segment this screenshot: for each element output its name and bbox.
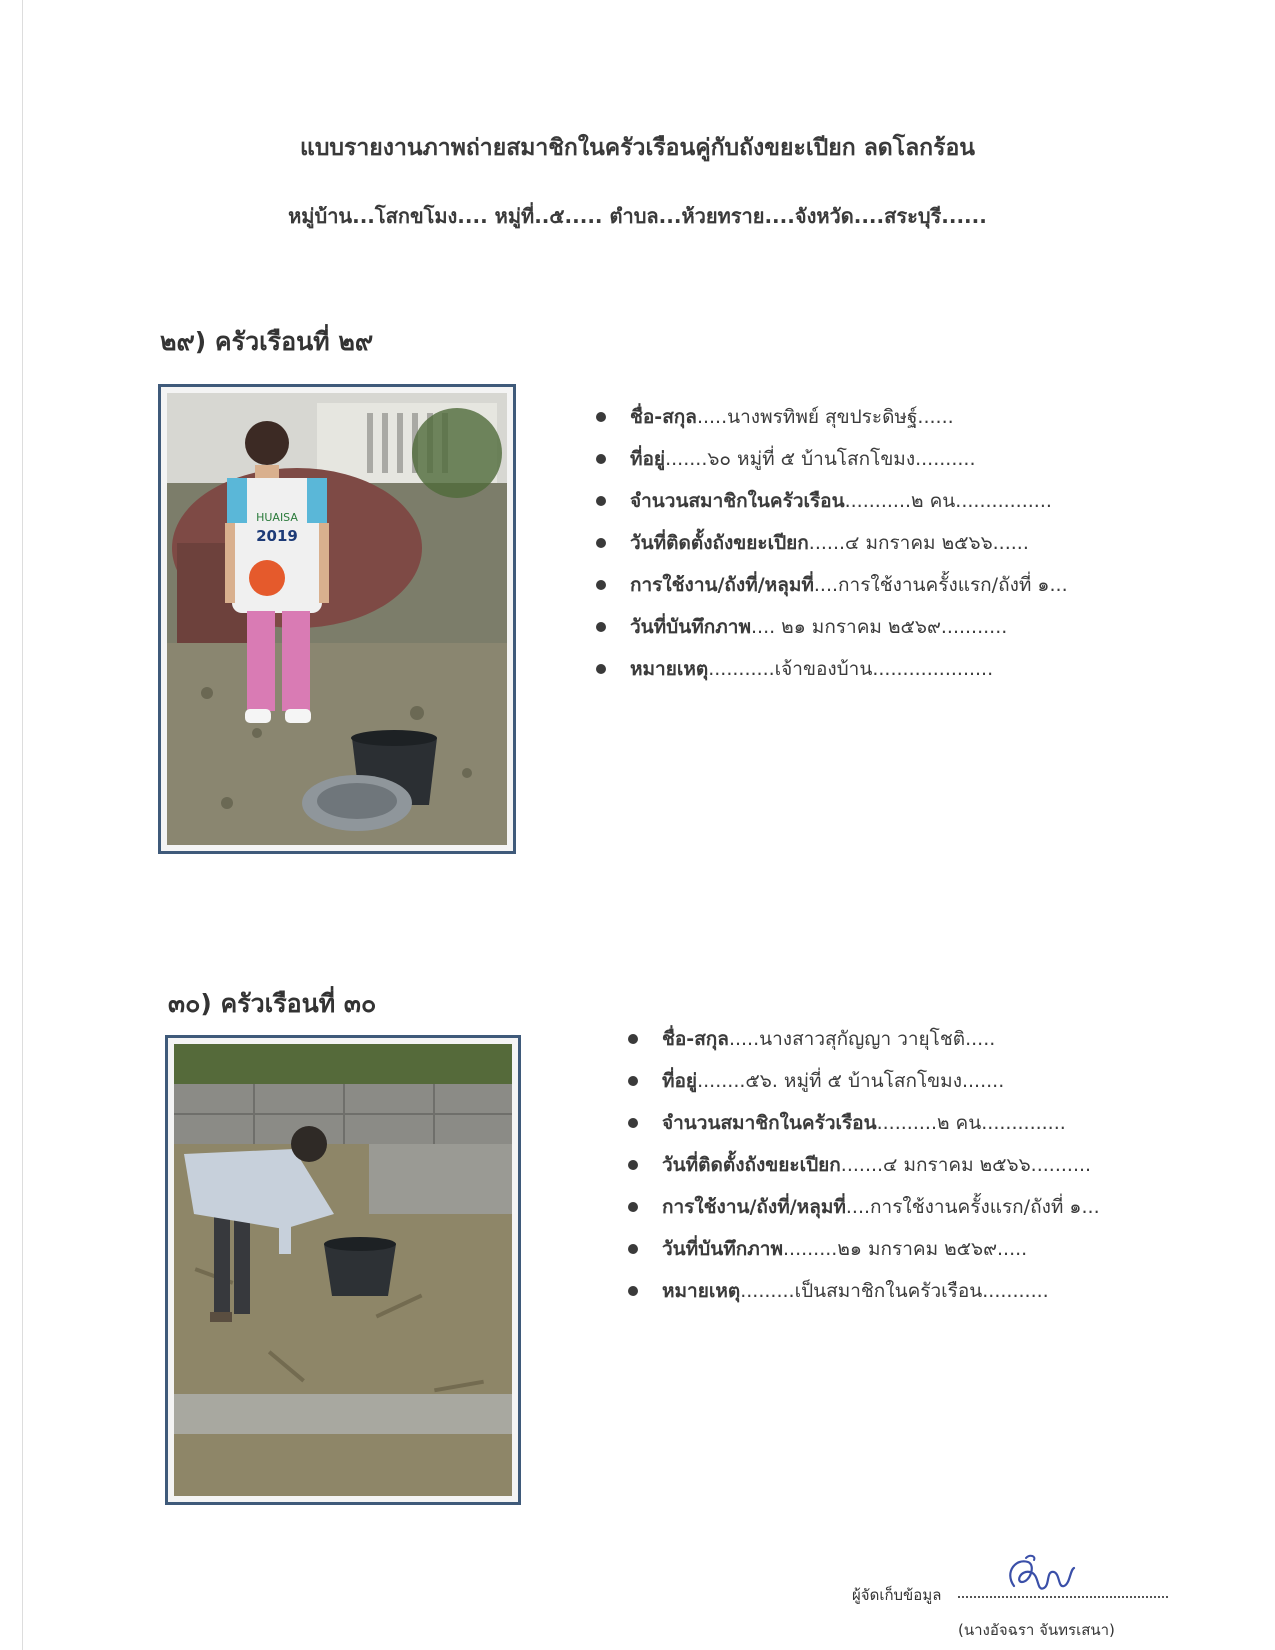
page-edge-rule xyxy=(22,0,23,1650)
household-29-install-date: วันที่ติดตั้งถังขยะเปียก......๔ มกราคม ๒๕๖๖...... xyxy=(594,522,1068,564)
household-30-details xyxy=(626,1018,1100,1312)
household-30-remark: หมายเหตุ.........เป็นสมาชิกในครัวเรือน........... xyxy=(626,1270,1100,1312)
household-30-install-date: วันที่ติดตั้งถังขยะเปียก.......๔ มกราคม ๒๕๖๖.......... xyxy=(626,1144,1100,1186)
household-29-name: ชื่อ-สกุล.....นางพรทิพย์ สุขประดิษฐ์...... xyxy=(594,396,1068,438)
household-30-photo xyxy=(165,1035,521,1505)
household-30-usage: การใช้งาน/ถังที่/หลุมที่....การใช้งานครั้งแรก/ถังที่ ๑... xyxy=(626,1186,1100,1228)
shirt-text-line2: 2019 xyxy=(256,527,298,545)
household-29-photo xyxy=(158,384,516,854)
collector-label: ผู้จัดเก็บข้อมูล xyxy=(852,1586,942,1604)
shirt-text-line1: HUAISA xyxy=(256,511,298,524)
household-29-heading: ๒๙) ครัวเรือนที่ ๒๙ xyxy=(160,327,374,356)
household-30-address: ที่อยู่........๕๖. หมู่ที่ ๕ บ้านโสกโขมง....... xyxy=(626,1060,1100,1102)
household-29-details xyxy=(594,396,1068,690)
household-30-members: จำนวนสมาชิกในครัวเรือน..........๒ คน.............. xyxy=(626,1102,1100,1144)
household-29-photo-date: วันที่บันทึกภาพ.... ๒๑ มกราคม ๒๕๖๙........... xyxy=(594,606,1068,648)
household-30-photo-date: วันที่บันทึกภาพ.........๒๑ มกราคม ๒๕๖๙..... xyxy=(626,1228,1100,1270)
household-29-address: ที่อยู่.......๖๐ หมู่ที่ ๕ บ้านโสกโขมง.......... xyxy=(594,438,1068,480)
household-30-heading: ๓๐) ครัวเรือนที่ ๓๐ xyxy=(168,989,377,1018)
collector-name: (นางอัจฉรา จันทรเสนา) xyxy=(958,1621,1115,1639)
handwritten-signature xyxy=(1000,1552,1078,1600)
household-29-remark: หมายเหตุ...........เจ้าของบ้าน.................... xyxy=(594,648,1068,690)
village-info: หมู่บ้าน...โสกขโมง.... หมู่ที่..๕..... ตำบล...ห้วยทราย....จังหวัด....สระบุรี...... xyxy=(288,204,987,228)
report-title: แบบรายงานภาพถ่ายสมาชิกในครัวเรือนคู่กับถังขยะเปียก ลดโลกร้อน xyxy=(300,135,975,161)
household-30-name: ชื่อ-สกุล.....นางสาวสุกัญญา วายุโชติ..... xyxy=(626,1018,1100,1060)
household-29-members: จำนวนสมาชิกในครัวเรือน...........๒ คน................ xyxy=(594,480,1068,522)
household-29-usage: การใช้งาน/ถังที่/หลุมที่....การใช้งานครั้งแรก/ถังที่ ๑... xyxy=(594,564,1068,606)
